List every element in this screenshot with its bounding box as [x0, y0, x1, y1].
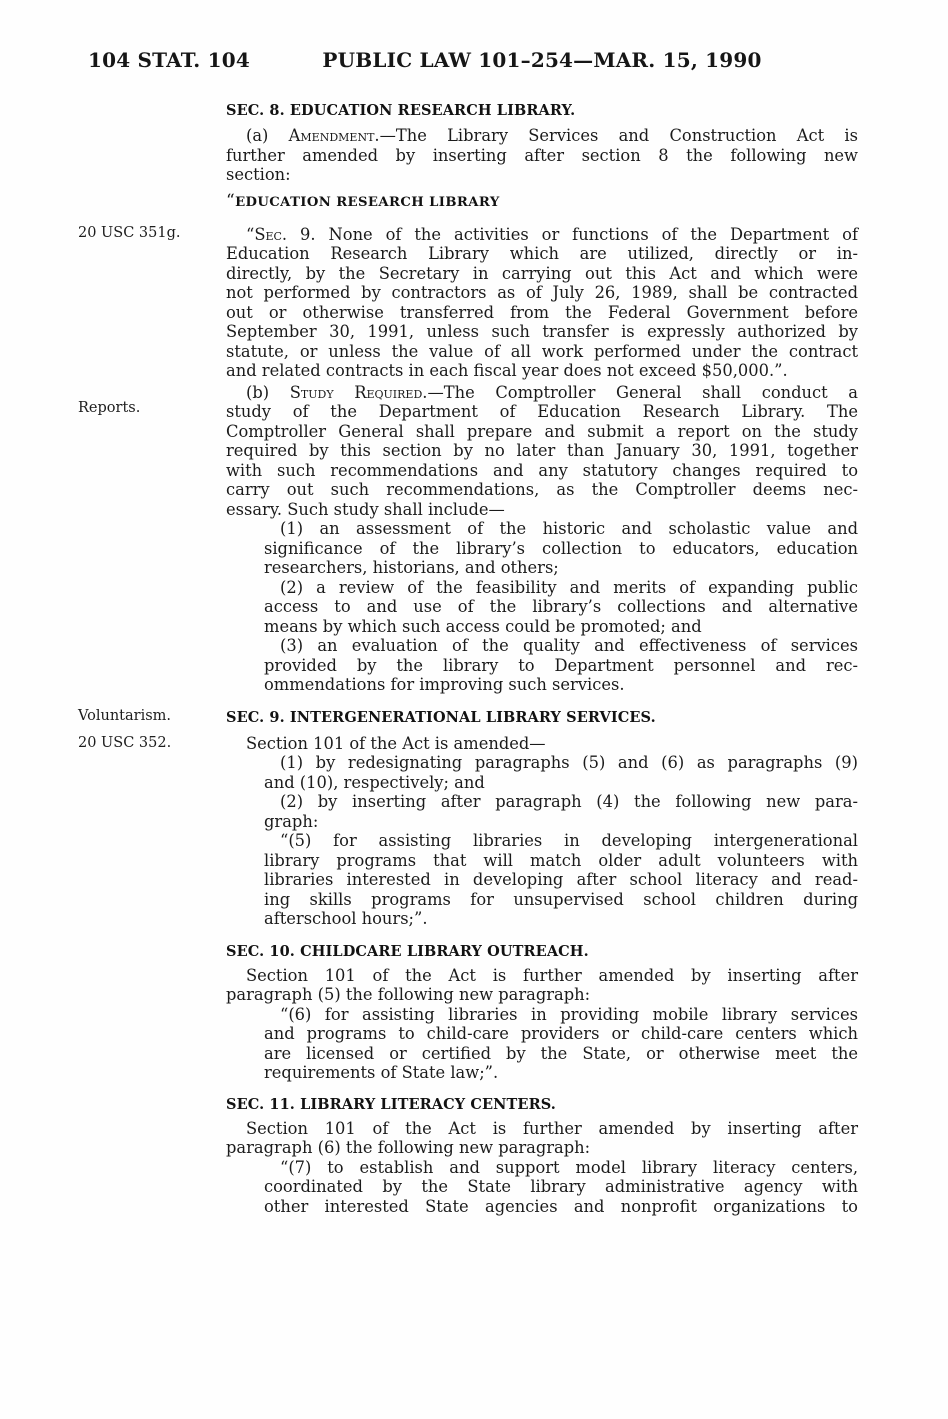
text-segment: “(6) for assisting libraries in providing mobile library services: [280, 1004, 858, 1024]
text-segment: Section 101 of the Act is further amended by inserting after: [246, 965, 858, 985]
text-segment: paragraph (5) the following new paragraph:: [226, 985, 591, 1004]
text-segment: other interested State agencies and nonprofit organizations to: [264, 1196, 858, 1216]
text-line: [226, 985, 858, 1005]
statute-body: [226, 103, 858, 1216]
text-segment: and programs to child-care providers or child-care centers which: [264, 1024, 858, 1043]
text-line: [226, 244, 858, 264]
text-segment: carry out such recommendations, as the Comptroller deems nec-: [226, 480, 858, 499]
text-segment: statute, or unless the value of all work performed under the contract: [226, 341, 858, 361]
text-line: [264, 558, 858, 578]
page-number: 104 STAT. 104: [88, 48, 250, 72]
quoted-paragraph-7: [264, 1158, 858, 1217]
text-line: [226, 190, 858, 211]
text-segment: library programs that will match older adult volunteers with: [264, 850, 858, 870]
para-b-study-required: [226, 383, 858, 520]
text-line: [226, 734, 858, 754]
text-segment: access to and use of the library’s collections and alternative: [264, 597, 858, 616]
text-line: [226, 441, 858, 461]
text-segment: —The Library Services and Construction Act is: [379, 126, 858, 145]
text-segment: (a): [246, 126, 289, 145]
text-line: [226, 500, 858, 520]
text-segment: section:: [226, 165, 291, 184]
text-segment: ommendations for improving such services.: [264, 675, 625, 694]
text-line: [226, 126, 858, 146]
text-segment: directly, by the Secretary in carrying out this Act and which were: [226, 263, 858, 283]
text-line: [226, 422, 858, 442]
text-segment: SEC. 8. EDUCATION RESEARCH LIBRARY.: [226, 102, 576, 119]
center-heading-education-research-library: [226, 190, 858, 211]
para-sec-11-body: [226, 1119, 858, 1158]
text-segment: study of the Department of Education Research Library. The: [226, 402, 858, 421]
text-line: [264, 539, 858, 559]
text-line: [264, 617, 858, 637]
text-line: [226, 461, 858, 481]
text-segment: are licensed or certified by the State, or otherwise meet the: [264, 1043, 858, 1063]
text-segment: Comptroller General shall prepare and submit a report on the study: [226, 421, 858, 441]
text-line: [264, 656, 858, 676]
text-line: [264, 519, 858, 539]
text-line: [226, 165, 858, 185]
text-line: [264, 773, 858, 793]
text-segment: graph:: [264, 811, 319, 831]
text-segment: Section 101 of the Act is amended—: [246, 733, 546, 753]
text-line: [264, 890, 858, 910]
text-line: [264, 1158, 858, 1178]
text-line: [226, 1138, 858, 1158]
text-segment: (1) an assessment of the historic and scholastic value and: [280, 519, 858, 538]
text-line: [226, 944, 858, 960]
text-segment: not performed by contractors as of July 26, 1989, shall be contracted: [226, 283, 858, 302]
text-segment: EDUCATION RESEARCH LIBRARY: [235, 194, 500, 210]
study-item-2: [264, 578, 858, 637]
text-segment: “(7) to establish and support model library literacy centers,: [280, 1157, 858, 1177]
text-line: [226, 225, 858, 245]
text-line: [264, 1177, 858, 1197]
text-segment: means by which such access could be promoted; and: [264, 616, 702, 636]
quoted-paragraph-6: [264, 1005, 858, 1083]
para-section-101-amended: [226, 734, 858, 754]
text-line: [226, 264, 858, 284]
text-line: [264, 851, 858, 871]
study-item-3: [264, 636, 858, 695]
text-segment: September 30, 1991, unless such transfer is expressly authorized by: [226, 322, 858, 341]
text-line: [226, 322, 858, 342]
text-line: [226, 283, 858, 303]
text-segment: and (10), respectively; and: [264, 772, 485, 792]
text-segment: “: [226, 190, 236, 211]
text-segment: afterschool hours;”.: [264, 909, 428, 928]
text-line: [226, 103, 858, 119]
sec-9-heading: [226, 710, 858, 726]
text-line: [226, 710, 858, 726]
text-segment: further amended by inserting after section 8 the following new: [226, 145, 858, 165]
text-line: [264, 1197, 858, 1217]
text-segment: requirements of State law;”.: [264, 1063, 499, 1082]
quoted-paragraph-5: [264, 831, 858, 929]
small-caps-term: Amendment.: [288, 126, 380, 145]
margin-note-usc-351g: 20 USC 351g.: [78, 225, 181, 241]
para-sec-9-quoted: [226, 225, 858, 381]
text-segment: (2) by inserting after paragraph (4) the following new para-: [280, 792, 858, 811]
text-line: [226, 966, 858, 986]
text-line: [226, 383, 858, 403]
text-line: [264, 831, 858, 851]
text-line: [264, 1044, 858, 1064]
running-head-law-title: PUBLIC LAW 101–254—MAR. 15, 1990: [322, 48, 762, 72]
text-line: [264, 578, 858, 598]
text-segment: SEC. 9. INTERGENERATIONAL LIBRARY SERVICES.: [226, 708, 656, 726]
text-line: [264, 675, 858, 695]
text-line: [264, 1024, 858, 1044]
text-segment: researchers, historians, and others;: [264, 558, 559, 577]
text-segment: significance of the library’s collection to educators, education: [264, 538, 858, 558]
text-segment: coordinated by the State library administrative agency with: [264, 1177, 858, 1196]
text-segment: provided by the library to Department personnel and rec-: [264, 655, 858, 675]
para-a-amendment: [226, 126, 858, 185]
text-line: [226, 1119, 858, 1139]
text-line: [264, 636, 858, 656]
text-segment: libraries interested in developing after school literacy and read-: [264, 870, 858, 889]
text-line: [226, 1097, 858, 1113]
text-line: [264, 909, 858, 929]
text-segment: (3) an evaluation of the quality and effectiveness of services: [280, 636, 858, 655]
margin-note-voluntarism: Voluntarism.: [78, 708, 172, 724]
text-line: [226, 146, 858, 166]
text-segment: paragraph (6) the following new paragraph:: [226, 1138, 591, 1157]
text-segment: SEC. 10. CHILDCARE LIBRARY OUTREACH.: [226, 942, 589, 960]
text-line: [226, 361, 858, 381]
amend-item-1: [264, 753, 858, 792]
text-line: [226, 480, 858, 500]
text-line: [226, 342, 858, 362]
text-line: [264, 870, 858, 890]
text-segment: SEC. 11. LIBRARY LITERACY CENTERS.: [226, 1095, 556, 1113]
small-caps-term: Study Required.: [289, 382, 428, 402]
text-segment: (1) by redesignating paragraphs (5) and (6) as paragraphs (9): [280, 753, 858, 772]
text-segment: ing skills programs for unsupervised school children during: [264, 889, 858, 909]
text-segment: —The Comptroller General shall conduct a: [427, 382, 858, 402]
margin-note-reports: Reports.: [78, 400, 141, 416]
sec-8-heading: [226, 103, 858, 119]
text-line: [264, 792, 858, 812]
text-segment: (b): [246, 382, 290, 402]
text-segment: 9. None of the activities or functions of the Department of: [287, 224, 858, 244]
text-segment: Section 101 of the Act is further amended by inserting after: [246, 1118, 858, 1138]
amend-item-2: [264, 792, 858, 831]
text-segment: (2) a review of the feasibility and merits of expanding public: [280, 577, 858, 597]
text-segment: “(5) for assisting libraries in developing intergenerational: [280, 831, 858, 850]
text-segment: Education Research Library which are utilized, directly or in-: [226, 244, 858, 263]
text-line: [226, 402, 858, 422]
text-line: [226, 303, 858, 323]
text-segment: required by this section by no later than January 30, 1991, together: [226, 441, 858, 460]
text-segment: with such recommendations and any statutory changes required to: [226, 460, 858, 480]
text-line: [264, 753, 858, 773]
sec-11-heading: [226, 1097, 858, 1113]
margin-note-usc-352: 20 USC 352.: [78, 735, 172, 751]
study-item-1: [264, 519, 858, 578]
small-caps-term: Sec.: [254, 224, 288, 244]
text-segment: essary. Such study shall include—: [226, 499, 505, 519]
text-line: [264, 597, 858, 617]
text-segment: and related contracts in each fiscal year does not exceed $50,000.”.: [226, 361, 788, 380]
para-sec-10-body: [226, 966, 858, 1005]
text-segment: “: [246, 224, 255, 244]
text-line: [264, 1063, 858, 1083]
text-line: [264, 1005, 858, 1025]
sec-10-heading: [226, 944, 858, 960]
text-line: [264, 812, 858, 832]
text-segment: out or otherwise transferred from the Federal Government before: [226, 302, 858, 322]
